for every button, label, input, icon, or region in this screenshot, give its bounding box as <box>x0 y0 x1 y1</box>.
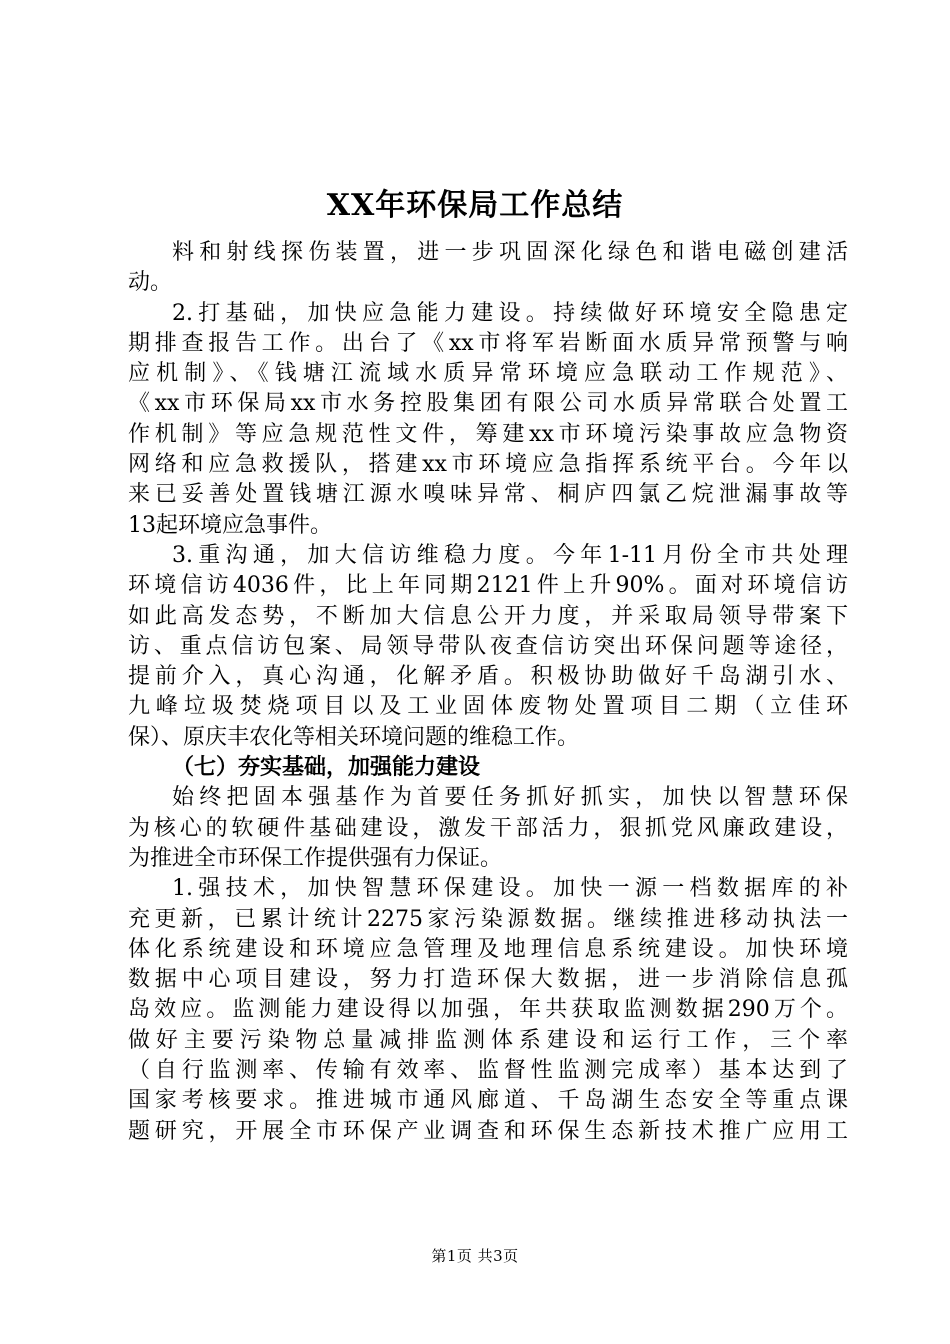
body-text-line: 环境信访4036件，比上年同期2121件上升90%。面对环境信访 <box>128 573 848 599</box>
body-text-line: 2.打基础，加快应急能力建设。持续做好环境安全隐患定 <box>172 300 848 326</box>
body-text-line: 为推进全市环保工作提供强有力保证。 <box>128 845 503 871</box>
body-text-line: 期排查报告工作。出台了《xx市将军岩断面水质异常预警与响 <box>128 330 848 356</box>
body-text-line: 来已妥善处置钱塘江源水嗅味异常、桐庐四氯乙烷泄漏事故等 <box>128 482 848 508</box>
body-text-line: 数据中心项目建设，努力打造环保大数据，进一步消除信息孤 <box>128 967 848 993</box>
body-text-line: 体化系统建设和环境应急管理及地理信息系统建设。加快环境 <box>128 936 848 962</box>
body-text-line: 13起环境应急事件。 <box>128 512 332 538</box>
body-text-line: 动。 <box>128 270 173 296</box>
document-title: XX年环保局工作总结 <box>326 188 624 223</box>
body-text-line: 应机制》、《钱塘江流域水质异常环境应急联动工作规范》、 <box>128 361 848 387</box>
body-text-line: 料和射线探伤装置，进一步巩固深化绿色和谐电磁创建活 <box>172 240 848 265</box>
document-body <box>128 238 848 1147</box>
body-text-line: 保）、原庆丰农化等相关环境问题的维稳工作。 <box>128 724 580 750</box>
body-text-line: 如此高发态势，不断加大信息公开力度，并采取局领导带案下 <box>128 603 848 629</box>
body-text-line: 始终把固本强基作为首要任务抓好抓实，加快以智慧环保 <box>172 785 848 811</box>
page-footer: 第1页 共3页 <box>431 1247 519 1265</box>
body-text-line: 做好主要污染物总量减排监测体系建设和运行工作，三个率 <box>128 1027 848 1053</box>
body-text-line: （自行监测率、传输有效率、监督性监测完成率）基本达到了 <box>128 1058 848 1084</box>
body-text-line: 国家考核要求。推进城市通风廊道、千岛湖生态安全等重点课 <box>128 1088 848 1114</box>
body-text-line: 作机制》等应急规范性文件，筹建xx市环境污染事故应急物资 <box>128 421 848 447</box>
body-text-line: 九峰垃圾焚烧项目以及工业固体废物处置项目二期（立佳环 <box>128 694 848 720</box>
body-text-line: 3.重沟通，加大信访维稳力度。今年1-11月份全市共处理 <box>172 542 848 568</box>
body-text-line: 充更新，已累计统计2275家污染源数据。继续推进移动执法一 <box>128 906 848 932</box>
body-text-line: 为核心的软硬件基础建设，激发干部活力，狠抓党风廉政建设， <box>128 815 848 841</box>
body-text-line: 网络和应急救援队，搭建xx市环境应急指挥系统平台。今年以 <box>128 452 848 478</box>
body-text-line: 访、重点信访包案、局领导带队夜查信访突出环保问题等途径， <box>128 633 848 659</box>
body-text-line: 《xx市环保局xx市水务控股集团有限公司水质异常联合处置工 <box>128 391 848 417</box>
body-text-line: 提前介入，真心沟通，化解矛盾。积极协助做好千岛湖引水、 <box>128 664 848 690</box>
body-text-line: 题研究，开展全市环保产业调查和环保生态新技术推广应用工 <box>128 1118 848 1144</box>
body-text-line: 岛效应。监测能力建设得以加强，年共获取监测数据290万个。 <box>128 997 848 1023</box>
body-text-line: 1.强技术，加快智慧环保建设。加快一源一档数据库的补 <box>172 876 848 902</box>
section-heading: （七）夯实基础，加强能力建设 <box>172 755 481 781</box>
